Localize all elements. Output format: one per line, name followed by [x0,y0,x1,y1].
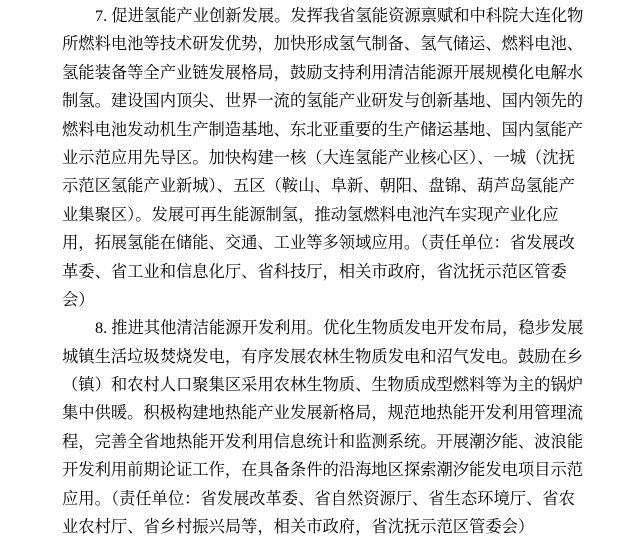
text-line: 程，完善全省地热能开发利用信息统计和监测系统。开展潮汐能、波浪能 [62,431,584,451]
text-line: 城镇生活垃圾焚烧发电，有序发展农林生物质发电和沼气发电。鼓励在乡 [62,346,584,366]
text-line: 氢能装备等全产业链发展格局，鼓励支持利用清洁能源开展规模化电解水 [62,62,584,82]
text-line: 示范区氢能产业新城）、五区（鞍山、阜新、朝阳、盘锦、葫芦岛氢能产 [62,176,575,196]
text-line: 所燃料电池等技术研发优势，加快形成氢气制备、氢气储运、燃料电池、 [62,34,584,54]
text-line: 业集聚区）。发展可再生能源制氢，推动氢燃料电池汽车实现产业化应 [62,204,559,224]
paragraph-item-8 [62,314,590,541]
text-line: 7. 促进氢能产业创新发展。发挥我省氢能资源禀赋和中科院大连化物 [95,6,584,25]
text-line: 业示范应用先导区。加快构建一核（大连氢能产业核心区）、一城（沈抚 [62,147,575,167]
text-line: 用，拓展氢能在储能、交通、工业等多领域应用。（责任单位：省发展改 [62,233,575,253]
text-line: （镇）和农村人口聚集区采用农林生物质、生物质成型燃料等为主的锅炉 [62,375,584,395]
text-line: 制氢。建设国内顶尖、世界一流的氢能产业研发与创新基地、国内领先的 [62,91,584,111]
text-line: 燃料电池发动机生产制造基地、东北亚重要的生产储运基地、国内氢能产 [62,119,584,139]
text-line: 应用。（责任单位：省发展改革委、省自然资源厅、省生态环境厅、省农 [62,488,575,508]
text-line: 会） [62,289,95,309]
paragraph-item-7 [62,2,590,314]
text-line: 业农村厅、省乡村振兴局等，相关市政府，省沈抚示范区管委会） [62,517,535,537]
text-line: 8. 推进其他清洁能源开发利用。优化生物质发电开发布局，稳步发展 [95,318,584,338]
text-line: 开发利用前期论证工作，在具备条件的沿海地区探索潮汐能发电项目示范 [62,460,584,480]
text-line: 集中供暖。积极构建地热能产业发展新格局，规范地热能开发利用管理流 [62,403,584,423]
text-line: 革委、省工业和信息化厅、省科技厅，相关市政府，省沈抚示范区管委 [62,261,567,281]
